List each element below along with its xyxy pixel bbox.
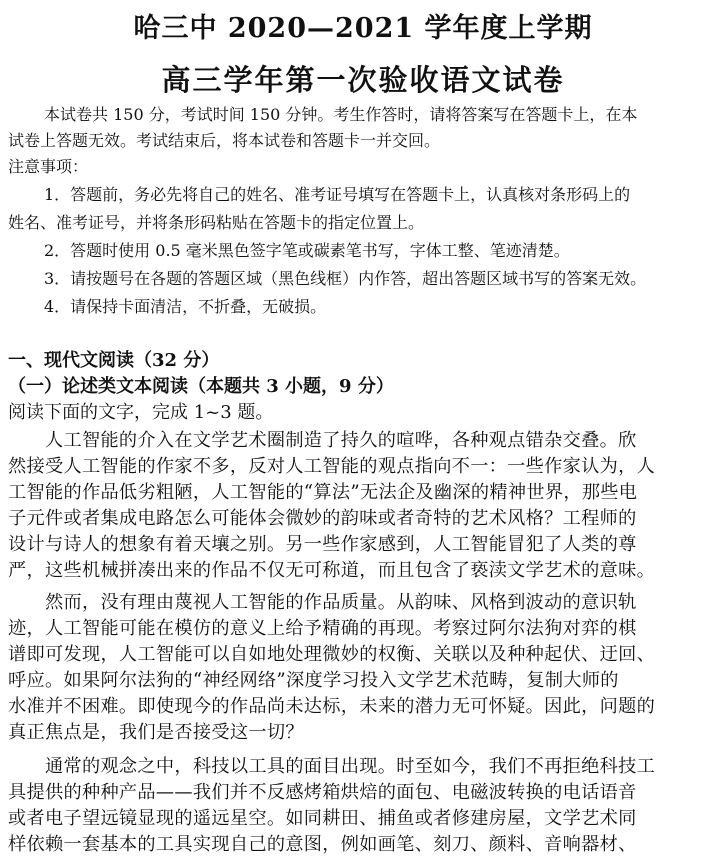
note-item-3: 3．请按题号在各题的答题区域（黑色线框）内作答，超出答题区域书写的答案无效。 [44,269,647,288]
exam-title: 哈三中 2020—2021 学年度上学期 [133,13,593,44]
note-item-1b: 姓名、准考证号，并将条形码粘贴在答题卡的指定位置上。 [8,213,425,232]
note-item-4: 4．请保持卡面清洁，不折叠，无破损。 [44,297,327,316]
note-item-2: 2．答题时使用 0.5 毫米黑色签字笔或碳素笔书写，字体工整、笔迹清楚。 [44,241,570,260]
intro-line-2: 试卷上答题无效。考试结束后，将本试卷和答题卡一并交回。 [8,131,441,150]
passage-line: 迹，人工智能可能在模仿的意义上给予精确的再现。考察过阿尔法狗对弈的棋 [8,618,637,639]
passage-line: 具提供的种种产品——我们并不反感烤箱烘焙的面包、电磁波转换的电话语音 [8,782,637,803]
passage-line: 设计与诗人的想象有着天壤之别。另一些作家感到，人工智能冒犯了人类的尊 [8,534,637,555]
passage-line: 子元件或者集成电路怎么可能体会微妙的韵味或者奇特的艺术风格？工程师的 [8,508,637,529]
passage-line: 严，这些机械拼凑出来的作品不仅无可称道，而且包含了亵渎文学艺术的意味。 [8,560,656,581]
passage-line: 谱即可发现，人工智能可以自如地处理微妙的权衡、关联以及种种起伏、迂回、 [8,644,656,665]
passage-line: 通常的观念之中，科技以工具的面目出现。时至如今，我们不再拒绝科技工 [8,756,656,777]
passage-line: 呼应。如果阿尔法狗的“神经网络”深度学习投入文学艺术范畴，复制大师的 [8,670,619,691]
passage-line: 或者电子望远镜显现的遥远星空。如同耕田、捕鱼或者修建房屋，文学艺术同 [8,808,637,829]
note-item-1a: 1．答题前，务必先将自己的姓名、准考证号填写在答题卡上，认真核对条形码上的 [44,185,631,204]
intro-line-1: 本试卷共 150 分，考试时间 150 分钟。考生作答时，请将答案写在答题卡上，在本 [44,105,638,124]
exam-subtitle: 高三学年第一次验收语文试卷 [161,63,565,97]
section-heading: 一、现代文阅读（32 分） [8,350,220,371]
passage-line: 真正焦点是，我们是否接受这一切？ [8,722,304,743]
passage-line: 样依赖一套基本的工具实现自己的意图，例如画笔、刻刀、颜料、音响器材、 [8,834,637,855]
passage-line: 水准并不困难。即使现今的作品尚未达标，未来的潜力无可怀疑。因此，问题的 [8,696,656,717]
passage-line: 然接受人工智能的作家不多，反对人工智能的观点指向不一：一些作家认为，人 [8,456,656,477]
passage-line: 人工智能的介入在文学艺术圈制造了持久的喧哗，各种观点错杂交叠。欣 [8,430,637,451]
section-subheading: （一）论述类文本阅读（本题共 3 小题，9 分） [8,376,394,397]
passage-line: 然而，没有理由蔑视人工智能的作品质量。从韵味、风格到波动的意识轨 [8,592,637,613]
reading-instruction: 阅读下面的文字，完成 1~3 题。 [8,402,274,423]
passage-line: 工智能的作品低劣粗陋，人工智能的“算法”无法企及幽深的精神世界，那些电 [8,482,638,503]
notes-heading: 注意事项： [8,157,89,176]
